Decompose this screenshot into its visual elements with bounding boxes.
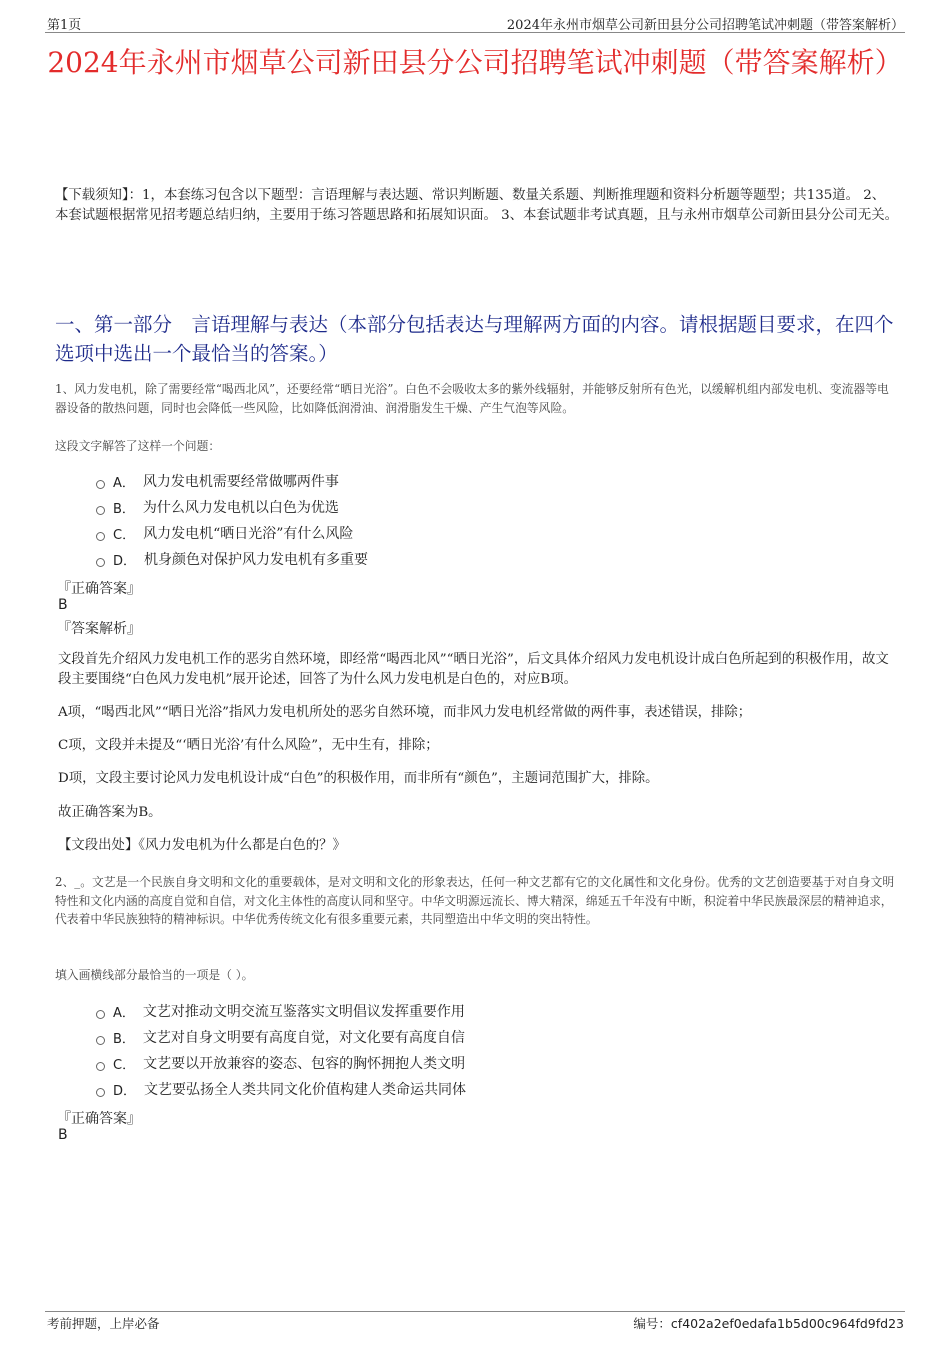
question-2-option-c[interactable] <box>96 1050 466 1076</box>
header-doc-title: 2024年永州市烟草公司新田县分公司招聘笔试冲刺题（带答案解析） <box>506 18 904 33</box>
option-letter: B． <box>113 1031 135 1047</box>
radio-icon[interactable] <box>96 480 105 489</box>
footer-divider <box>45 1311 905 1312</box>
question-1-analysis-label: 『答案解析』 <box>57 621 141 637</box>
question-1-analysis-p3: C项，文段并未提及“‘晒日光浴’有什么风险”，无中生有，排除； <box>58 738 439 753</box>
question-1-analysis-p2: A项，“喝西北风”“晒日光浴”指风力发电机所处的恶劣自然环境，而非风力发电机经常做的两件事，表述错误，排除； <box>58 705 752 720</box>
option-letter: C． <box>113 1057 136 1073</box>
question-2-answer-label: 『正确答案』 <box>57 1111 141 1127</box>
section-heading: 一、第一部分 言语理解与表达（本部分包括表达与理解两方面的内容。请根据题目要求，在四个选项中选出一个最恰当的答案。） <box>55 313 894 365</box>
radio-icon[interactable] <box>96 1036 105 1045</box>
radio-icon[interactable] <box>96 532 105 541</box>
option-text: 为什么风力发电机以白色为优选 <box>142 500 339 516</box>
question-1-option-a[interactable] <box>96 468 368 494</box>
option-text: 机身颜色对保护风力发电机有多重要 <box>144 552 369 568</box>
question-1-analysis-p1: 文段首先介绍风力发电机工作的恶劣自然环境，即经常“喝西北风”“晒日光浴”，后文具体介绍风力发电机设计成白色所起到的积极作用，故文段主要围绕“白色风力发电机”展开论述，回答了为什么风力发电机是白色的，对应B项。 <box>58 652 889 687</box>
radio-icon[interactable] <box>96 506 105 515</box>
question-2-option-a[interactable] <box>96 998 466 1024</box>
radio-icon[interactable] <box>96 558 105 567</box>
question-2-option-b[interactable] <box>96 1024 466 1050</box>
footer-code <box>633 1314 904 1332</box>
radio-icon[interactable] <box>96 1088 105 1097</box>
option-letter: C． <box>113 527 136 543</box>
question-2-text: 2、_。文艺是一个民族自身文明和文化的重要载体，是对文明和文化的形象表达，任何一种文艺都有它的文化属性和文化身份。优秀的文艺创造要基于对自身文明特性和文化内涵的高度自觉和自信，对文化主体性的高度认同和坚守。中华文明源远流长、博大精深，绵延五千年没有中断，积淀着中华民族最深层的精神追求，代表着中华民族独特的精神标识。中华优秀传统文化有很多重要元素，共同塑造出中华文明的突出特性。 <box>55 875 895 926</box>
question-2-options <box>96 998 466 1102</box>
radio-icon[interactable] <box>96 1010 105 1019</box>
question-1-answer-label: 『正确答案』 <box>57 581 141 597</box>
question-1-prompt: 这段文字解答了这样一个问题： <box>55 439 221 453</box>
question-1-analysis-p4: D项，文段主要讨论风力发电机设计成“白色”的积极作用，而非所有“颜色”，主题词范围扩大，排除。 <box>58 771 659 786</box>
question-1-text: 1、风力发电机，除了需要经常“喝西北风”，还要经常“晒日光浴”。白色不会吸收太多的紫外线辐射，并能够反射所有色光，以缓解机组内部发电机、变流器等电器设备的散热问题，同时也会降低一些风险，比如降低润滑油、润滑脂发生干燥、产生气泡等风险。 <box>55 382 889 415</box>
document-title: 2024年永州市烟草公司新田县分公司招聘笔试冲刺题（带答案解析） <box>47 46 903 79</box>
option-text: 风力发电机“晒日光浴”有什么风险 <box>143 526 354 542</box>
radio-icon[interactable] <box>96 1062 105 1071</box>
question-1-option-c[interactable] <box>96 520 368 546</box>
option-text: 文艺要以开放兼容的姿态、包容的胸怀拥抱人类文明 <box>143 1056 466 1072</box>
question-1-source: 【文段出处】《风力发电机为什么都是白色的？》 <box>58 838 346 853</box>
question-2-prompt: 填入画横线部分最恰当的一项是（ ）。 <box>55 968 254 982</box>
page-number: 第1页 <box>47 18 82 33</box>
question-1-option-d[interactable] <box>96 546 368 572</box>
option-text: 文艺对自身文明要有高度自觉，对文化要有高度自信 <box>142 1030 465 1046</box>
option-text: 文艺要弘扬全人类共同文化价值构建人类命运共同体 <box>144 1082 467 1098</box>
header-divider <box>45 32 905 33</box>
option-letter: A． <box>113 475 135 491</box>
question-1-options <box>96 468 368 572</box>
question-1-analysis-p5: 故正确答案为B。 <box>58 805 162 820</box>
download-notice: 【下载须知】：1，本套练习包含以下题型：言语理解与表达题、常识判断题、数量关系题、判断推理题和资料分析题等题型；共135道。 2、本套试题根据常见招考题总结归纳，主要用于练习答题思路和拓展知识面。 3、本套试题非考试真题，且与永州市烟草公司新田县分公司无关。 <box>55 188 898 223</box>
footer-slogan: 考前押题，上岸必备 <box>47 1316 160 1331</box>
question-1-option-b[interactable] <box>96 494 368 520</box>
option-text: 文艺对推动文明交流互鉴落实文明倡议发挥重要作用 <box>142 1004 465 1020</box>
option-letter: D． <box>113 1083 137 1099</box>
question-2-option-d[interactable] <box>96 1076 466 1102</box>
option-letter: D． <box>113 553 137 569</box>
option-text: 风力发电机需要经常做哪两件事 <box>142 474 339 490</box>
footer-code-label: 编号： <box>633 1316 671 1331</box>
option-letter: B． <box>113 501 135 517</box>
option-letter: A． <box>113 1005 135 1021</box>
footer-code-value: cf402a2ef0edafa1b5d00c964fd9fd23 <box>670 1316 904 1331</box>
question-1-answer: B <box>58 597 68 613</box>
question-2-answer: B <box>58 1127 68 1143</box>
